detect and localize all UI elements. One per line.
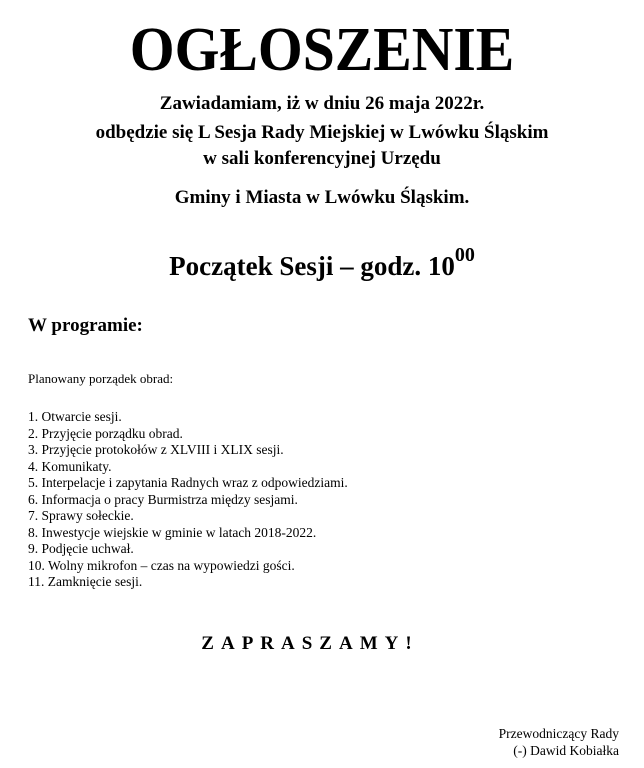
intro-line-session: odbędzie się L Sesja Rady Miejskiej w Lwówku Śląskim xyxy=(95,122,549,143)
agenda-item: 1. Otwarcie sesji. xyxy=(28,409,122,424)
intro-line-office: Gminy i Miasta w Lwówku Śląskim. xyxy=(174,187,470,208)
intro-line-venue: w sali konferencyjnej Urzędu xyxy=(203,148,441,169)
agenda-item: 6. Informacja o pracy Burmistrza między sesjami. xyxy=(28,491,298,507)
agenda-item: 3. Przyjęcie protokołów z XLVIII i XLIX sesji. xyxy=(28,442,284,457)
program-heading: W programie: xyxy=(28,315,143,336)
agenda-intro: Planowany porządek obrad: xyxy=(28,371,174,386)
signature-role: Przewodniczący Rady xyxy=(498,726,619,741)
signature-block xyxy=(499,726,619,759)
document-title: OGŁOSZENIE xyxy=(129,16,515,84)
agenda-item: 2. Przyjęcie porządku obrad. xyxy=(28,425,183,441)
agenda-item: 11. Zamknięcie sesji. xyxy=(28,574,143,589)
agenda-item: 9. Podjęcie uchwał. xyxy=(28,541,134,556)
session-start-label: Początek Sesji – godz. 10 xyxy=(169,251,455,281)
agenda-item: 8. Inwestycje wiejskie w gminie w latach 2018-2022. xyxy=(28,524,317,540)
signature-name: (-) Dawid Kobiałka xyxy=(513,742,619,758)
invitation: ZAPRASZAMY! xyxy=(201,633,419,654)
agenda-list xyxy=(28,409,348,591)
agenda-item: 5. Interpelacje i zapytania Radnych wraz z odpowiedziami. xyxy=(28,475,348,490)
agenda-item: 7. Sprawy sołeckie. xyxy=(28,508,134,523)
session-start xyxy=(0,244,644,283)
intro-line-date: Zawiadamiam, iż w dniu 26 maja 2022r. xyxy=(159,93,485,114)
agenda-item: 4. Komunikaty. xyxy=(28,458,112,474)
session-start-minutes: 00 xyxy=(454,244,475,266)
agenda-item: 10. Wolny mikrofon – czas na wypowiedzi gości. xyxy=(28,557,295,573)
